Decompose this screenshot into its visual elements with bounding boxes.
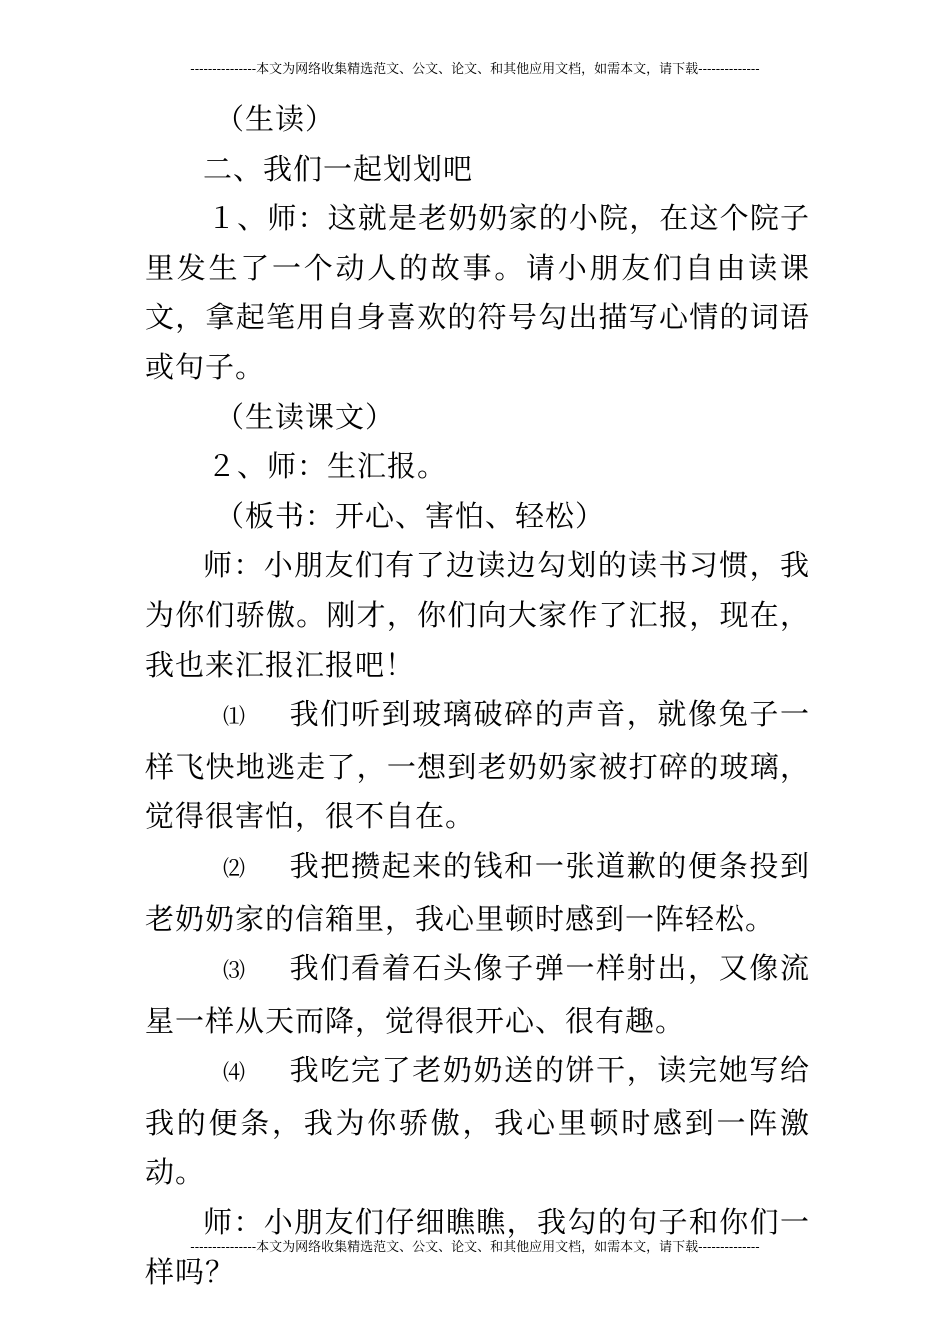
- list-item-text: 我们看着石头像子弹一样射出，又像流星一样从天而降，觉得很开心、很有趣。: [145, 951, 810, 1038]
- list-item-text: 我把攒起来的钱和一张道歉的便条投到老奶奶家的信箱里，我心里顿时感到一阵轻松。: [145, 848, 810, 936]
- paragraph-student-reads-text: （生读课文）: [215, 399, 396, 434]
- list-item-text: 我吃完了老奶奶送的饼干，读完她写给我的便条，我为你骄傲，我心里顿时感到一阵激动。: [145, 1053, 810, 1190]
- list-item-number: ⑶: [223, 959, 247, 985]
- list-item-number: ⑵: [223, 856, 247, 882]
- paragraph-step-1: １、师：这就是老奶奶家的小院，在这个院子里发生了一个动人的故事。请小朋友们自由读课文，拿起笔用自身喜欢的符号勾出描写心情的词语或句子。: [145, 201, 810, 384]
- paragraph-student-reads: （生读）: [215, 102, 336, 136]
- list-item-text: 我们听到玻璃破碎的声音，就像兔子一样飞快地逃走了，一想到老奶奶家被打碎的玻璃，觉得很害怕，很不自在。: [145, 697, 810, 834]
- page-footer: ---------------本文为网络收集精选范文、公文、论文、和其他应用文档，如需本文，请下载--------------: [190, 1240, 760, 1255]
- list-item: [145, 1046, 810, 1198]
- list-item: [145, 690, 810, 842]
- paragraph-teacher-report: 师：小朋友们有了边读边勾划的读书习惯，我为你们骄傲。刚才，你们向大家作了汇报，现在，我也来汇报汇报吧！: [145, 548, 810, 682]
- document-body: [145, 95, 810, 1297]
- page-header: ---------------本文为网络收集精选范文、公文、论文、和其他应用文档，如需本文，请下载--------------: [190, 62, 760, 77]
- list-item-number: ⑴: [223, 705, 247, 731]
- list-item-number: ⑷: [223, 1061, 247, 1087]
- paragraph-teacher-question: 师：小朋友们仔细瞧瞧，我勾的句子和你们一样吗？: [145, 1205, 810, 1289]
- list-item: [145, 842, 810, 944]
- list-item: [145, 944, 810, 1046]
- paragraph-blackboard: （板书：开心、害怕、轻松）: [215, 498, 606, 533]
- section-heading: 二、我们一起划划吧: [203, 151, 474, 186]
- paragraph-step-2: ２、师：生汇报。: [207, 449, 448, 484]
